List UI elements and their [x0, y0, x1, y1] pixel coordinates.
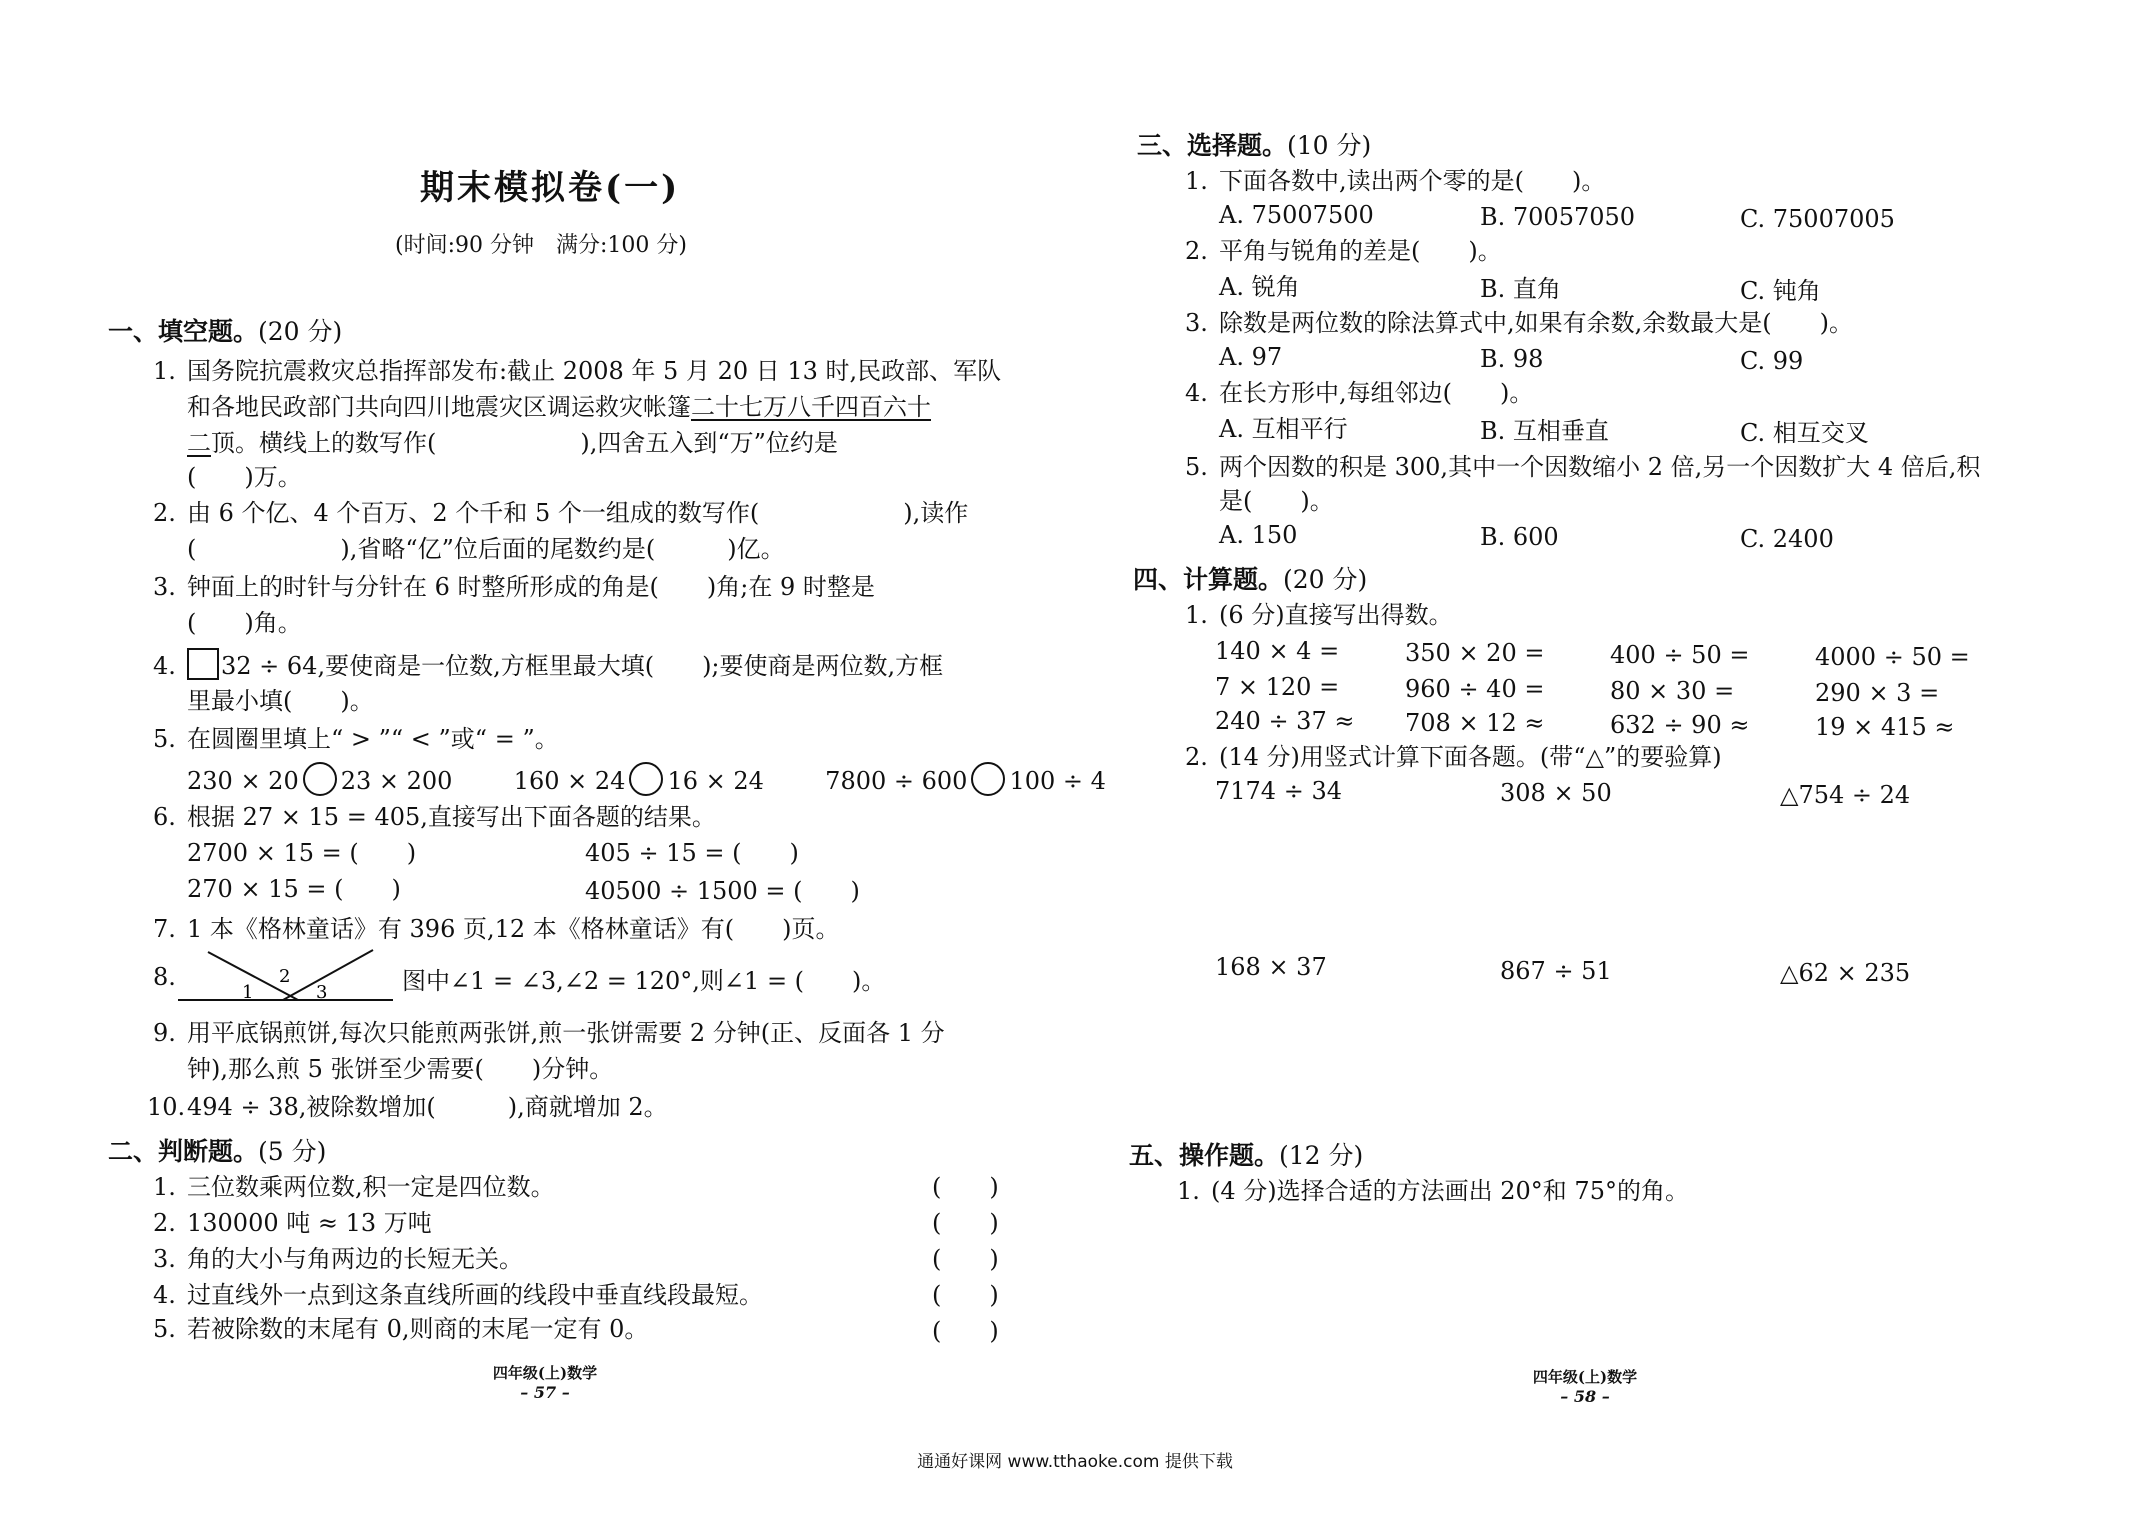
angle-label-2: 2	[279, 966, 291, 987]
judge-answer-paren: ( )	[932, 1173, 999, 1201]
judge-item: 5. 若被除数的末尾有 0,则商的末尾一定有 0。	[153, 1315, 649, 1343]
judge-item: 3. 角的大小与角两边的长短无关。	[153, 1245, 523, 1273]
left-page	[0, 0, 1106, 1440]
question-6-item-b: 405 ÷ 15 = ( )	[585, 839, 799, 867]
section-title: 三、选择题。	[1137, 131, 1288, 160]
question-1-line-2: 和各地民政部门共向四川地震灾区调运救灾帐篷二十七万八千四百六十	[187, 393, 931, 421]
vertical-calc-item: 7174 ÷ 34	[1215, 777, 1342, 805]
oral-calc-item: 708 × 12 ≈	[1405, 709, 1545, 737]
section-title: 五、操作题。	[1129, 1141, 1280, 1170]
choice-option: B. 直角	[1480, 275, 1561, 303]
oral-calc-item: 290 × 3 =	[1815, 679, 1940, 707]
choice-question-1: 1. 下面各数中,读出两个零的是( )。	[1185, 167, 1606, 195]
angle-figure-right-ray	[283, 950, 373, 1000]
judge-item: 1. 三位数乘两位数,积一定是四位数。	[153, 1173, 555, 1201]
question-6-line-1: 6. 根据 27 × 15 = 405,直接写出下面各题的结果。	[153, 803, 716, 831]
oral-calc-item: 7 × 120 =	[1215, 673, 1340, 701]
section-title: 四、计算题。	[1133, 565, 1284, 594]
section-title: 二、判断题。	[108, 1137, 259, 1166]
section-operation-heading	[1129, 1136, 1363, 1172]
question-1-line-4: ( )万。	[187, 463, 302, 491]
section-score: (5 分)	[258, 1137, 327, 1166]
choice-option: B. 互相垂直	[1480, 417, 1609, 445]
oral-calc-item: 80 × 30 =	[1610, 677, 1735, 705]
judge-item: 2. 130000 吨 ≈ 13 万吨	[153, 1209, 432, 1237]
section-score: (20 分)	[1283, 565, 1368, 594]
judge-answer-paren: ( )	[932, 1317, 999, 1345]
question-2-line-1: 2. 由 6 个亿、4 个百万、2 个千和 5 个一组成的数写作( ),读作	[153, 499, 969, 527]
page-title: 期末模拟卷(一)	[420, 168, 681, 208]
choice-option: C. 钝角	[1740, 277, 1821, 305]
section-fill-in-heading	[108, 312, 342, 348]
angle-figure	[178, 946, 398, 1006]
choice-option: B. 600	[1480, 523, 1559, 551]
section-judge-heading	[108, 1132, 326, 1168]
question-3-line-2: ( )角。	[187, 609, 302, 637]
footer-grade: 四年级(上)数学	[1532, 1368, 1638, 1386]
section-score: (20 分)	[258, 317, 343, 346]
choice-option: C. 99	[1740, 347, 1804, 375]
calc-question-2: 2. (14 分)用竖式计算下面各题。(带“△”的要验算)	[1185, 743, 1722, 771]
question-2-line-2: ( ),省略“亿”位后面的尾数约是( )亿。	[187, 535, 785, 563]
compare-circle	[303, 762, 337, 796]
choice-option: B. 98	[1480, 345, 1544, 373]
question-5-line-1: 5. 在圆圈里填上“ > ”“ < ”或“ = ”。	[153, 725, 559, 753]
choice-option: C. 相互交叉	[1740, 419, 1869, 447]
judge-answer-paren: ( )	[932, 1281, 999, 1309]
choice-question-5-line-1: 5. 两个因数的积是 300,其中一个因数缩小 2 倍,另一个因数扩大 4 倍后,积	[1185, 453, 1981, 481]
operation-question-1: 1. (4 分)选择合适的方法画出 20°和 75°的角。	[1177, 1177, 1689, 1205]
oral-calc-item: 240 ÷ 37 ≈	[1215, 707, 1355, 735]
footer-page-number: – 57 –	[520, 1383, 570, 1402]
angle-label-1: 1	[242, 982, 254, 1003]
judge-answer-paren: ( )	[932, 1209, 999, 1237]
question-6-item-a: 2700 × 15 = ( )	[187, 839, 417, 867]
choice-option: A. 互相平行	[1219, 415, 1348, 443]
question-4-line-2: 里最小填( )。	[187, 687, 374, 715]
footer-grade: 四年级(上)数学	[492, 1364, 598, 1382]
vertical-calc-item: 308 × 50	[1500, 779, 1612, 807]
choice-question-3: 3. 除数是两位数的除法算式中,如果有余数,余数最大是( )。	[1185, 309, 1853, 337]
calc-question-1: 1. (6 分)直接写出得数。	[1185, 601, 1453, 629]
choice-option: A. 75007500	[1219, 201, 1374, 229]
oral-calc-item: 140 × 4 =	[1215, 637, 1340, 665]
vertical-calc-item: △62 × 235	[1780, 959, 1911, 987]
choice-option: C. 2400	[1740, 525, 1834, 553]
question-6-item-c: 270 × 15 = ( )	[187, 875, 401, 903]
oral-calc-item: 4000 ÷ 50 =	[1815, 643, 1970, 671]
choice-option: B. 70057050	[1480, 203, 1636, 231]
question-6-item-d: 40500 ÷ 1500 = ( )	[585, 877, 860, 905]
vertical-calc-item: 168 × 37	[1215, 953, 1327, 981]
underlined-number-words: 二十七万八千四百六十	[691, 393, 931, 421]
choice-option: A. 97	[1219, 343, 1283, 371]
vertical-calc-item: △754 ÷ 24	[1780, 781, 1911, 809]
choice-question-4: 4. 在长方形中,每组邻边( )。	[1185, 379, 1534, 407]
question-1-line-3: 二顶。横线上的数写作( ),四舍五入到“万”位约是	[187, 429, 838, 457]
section-choice-heading	[1137, 126, 1371, 162]
question-8-text: 图中∠1 = ∠3,∠2 = 120°,则∠1 = ( )。	[402, 967, 886, 995]
blank-square-box	[187, 648, 219, 680]
section-title: 一、填空题。	[108, 317, 259, 346]
angle-label-3: 3	[316, 982, 328, 1003]
choice-question-5-line-2: 是( )。	[1219, 487, 1334, 515]
section-calc-heading	[1133, 560, 1367, 596]
compare-circle	[971, 762, 1005, 796]
oral-calc-item: 19 × 415 ≈	[1815, 713, 1955, 741]
judge-answer-paren: ( )	[932, 1245, 999, 1273]
question-4-line-1: 4. 32 ÷ 64,要使商是一位数,方框里最大填( );要使商是两位数,方框	[153, 648, 943, 681]
oral-calc-item: 632 ÷ 90 ≈	[1610, 711, 1750, 739]
choice-question-2: 2. 平角与锐角的差是( )。	[1185, 237, 1502, 265]
question-9-line-1: 9. 用平底锅煎饼,每次只能煎两张饼,煎一张饼需要 2 分钟(正、反面各 1 分	[153, 1019, 945, 1047]
footer-page-number: – 58 –	[1560, 1387, 1610, 1406]
site-credit: 通通好课网 www.tthaoke.com 提供下载	[917, 1452, 1233, 1472]
judge-item: 4. 过直线外一点到这条直线所画的线段中垂直线段最短。	[153, 1281, 763, 1309]
page-footer-left	[460, 1362, 630, 1402]
question-10: 10.494 ÷ 38,被除数增加( ),商就增加 2。	[147, 1093, 668, 1121]
question-9-line-2: 钟),那么煎 5 张饼至少需要( )分钟。	[187, 1055, 614, 1083]
choice-option: A. 锐角	[1219, 273, 1300, 301]
section-score: (12 分)	[1279, 1141, 1364, 1170]
section-score: (10 分)	[1287, 131, 1372, 160]
compare-circle	[629, 762, 663, 796]
vertical-calc-item: 867 ÷ 51	[1500, 957, 1612, 985]
page-subtitle: (时间:90 分钟 满分:100 分)	[395, 233, 687, 258]
question-5-comparisons: 230 × 20 23 × 200 160 × 24 16 × 24 7800 ÷ 600 100 ÷ 4	[187, 762, 1106, 796]
question-3-line-1: 3. 钟面上的时针与分针在 6 时整所形成的角是( )角;在 9 时整是	[153, 573, 875, 601]
page-footer-right	[1500, 1366, 1670, 1406]
question-7: 7. 1 本《格林童话》有 396 页,12 本《格林童话》有( )页。	[153, 915, 840, 943]
choice-option: C. 75007005	[1740, 205, 1895, 233]
question-1-line-1: 1. 国务院抗震救灾总指挥部发布:截止 2008 年 5 月 20 日 13 时,民政部、军队	[153, 357, 1002, 385]
right-page	[1075, 0, 2150, 1440]
oral-calc-item: 350 × 20 =	[1405, 639, 1545, 667]
question-8-number: 8.	[153, 963, 176, 991]
oral-calc-item: 960 ÷ 40 =	[1405, 675, 1545, 703]
choice-option: A. 150	[1219, 521, 1298, 549]
oral-calc-item: 400 ÷ 50 =	[1610, 641, 1750, 669]
